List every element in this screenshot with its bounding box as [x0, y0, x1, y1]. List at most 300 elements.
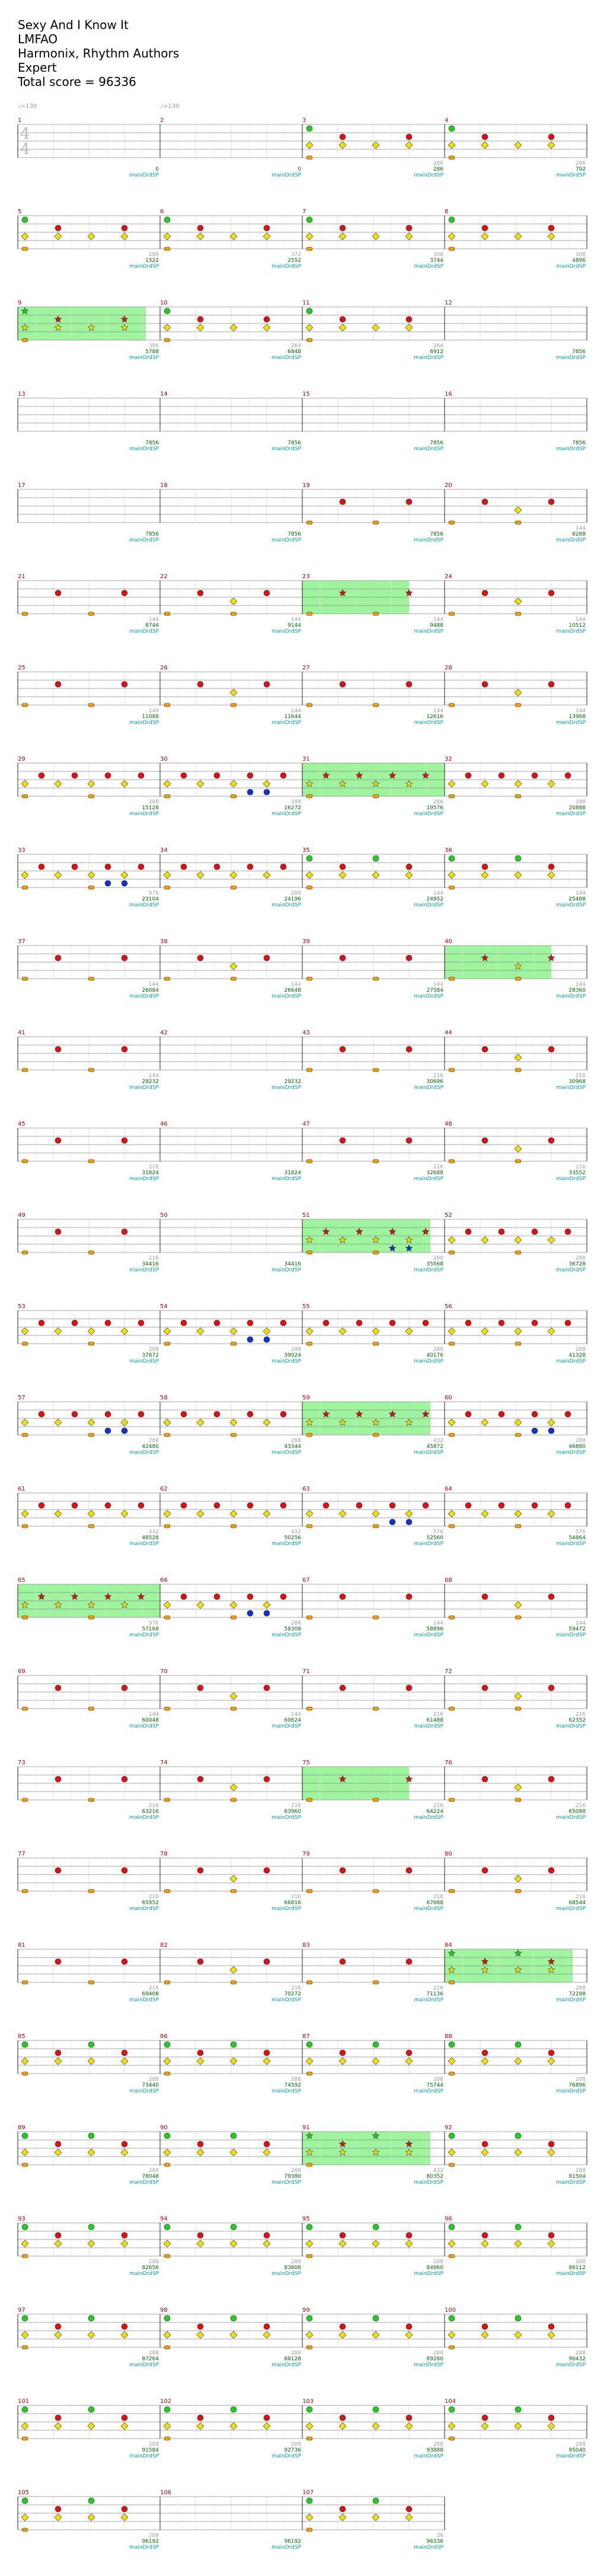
cymbal-note	[481, 1328, 488, 1335]
measure-number: 11	[302, 300, 310, 306]
cymbal-note	[263, 2331, 270, 2338]
drum-note	[22, 217, 28, 223]
drum-note	[515, 2407, 521, 2412]
drum-note	[72, 1411, 78, 1417]
kick-note	[449, 2072, 455, 2075]
measure-score: 37872	[142, 1353, 159, 1359]
cymbal-note	[164, 2423, 171, 2430]
drum-note	[499, 1320, 504, 1326]
drum-note	[499, 773, 504, 778]
cymbal-note	[481, 142, 488, 149]
kick-note	[22, 1981, 28, 1984]
cymbal-note	[121, 872, 128, 879]
drum-note	[373, 2498, 379, 2504]
measure-multiplier: 288	[575, 2259, 586, 2265]
cymbal-note	[405, 1328, 413, 1335]
cymbal-note	[306, 2331, 313, 2338]
drum-note	[482, 134, 488, 140]
cymbal-note	[197, 2149, 204, 2156]
cymbal-note	[164, 2149, 171, 2156]
drum-note	[515, 2133, 521, 2139]
phrase-label: mainDrdSP	[556, 811, 586, 817]
phrase-label: mainDrdSP	[556, 446, 586, 452]
measure-multiplier: 216	[575, 1712, 586, 1718]
phrase-label: mainDrdSP	[414, 1906, 443, 1912]
measure-number: 90	[160, 2125, 168, 2131]
measure-multiplier: 432	[290, 1529, 301, 1535]
drum-note	[181, 864, 187, 870]
drum-note	[482, 2415, 488, 2421]
measure-multiplier: 216	[148, 1803, 159, 1809]
cymbal-note	[55, 1419, 62, 1426]
measure-number: 105	[18, 2490, 30, 2496]
measure-score: 46880	[568, 1444, 586, 1450]
measure-score: 42480	[142, 1444, 159, 1450]
measure-number: 18	[160, 482, 168, 489]
kick-note	[306, 2437, 312, 2440]
drum-note	[197, 316, 203, 322]
phrase-label: mainDrdSP	[129, 2180, 159, 2186]
drum-note	[122, 1776, 127, 1782]
drum-note	[373, 2407, 379, 2412]
drum-note	[88, 2042, 94, 2048]
measure-score: 66816	[284, 1900, 301, 1906]
drum-note	[264, 955, 270, 961]
measure-multiplier: 288	[433, 1255, 443, 1261]
cymbal-note	[263, 872, 270, 879]
phrase-label: mainDrdSP	[271, 1359, 301, 1364]
measure-score: 81504	[568, 2174, 586, 2180]
measure-score: 7856	[430, 531, 443, 537]
drum-note	[164, 2315, 170, 2321]
drum-note	[465, 1411, 471, 1417]
drum-note	[55, 2324, 61, 2330]
cymbal-note	[306, 1510, 313, 1517]
measure-multiplier: 216	[290, 1803, 301, 1809]
drum-note	[306, 126, 312, 132]
drum-note	[181, 773, 187, 778]
drum-note	[449, 126, 455, 132]
drum-note	[340, 2415, 346, 2421]
cymbal-note	[306, 324, 313, 331]
drum-note	[72, 1502, 78, 1508]
cymbal-note	[55, 2423, 62, 2430]
measure-multiplier: 144	[148, 708, 159, 714]
measure-score: 12616	[426, 714, 443, 720]
drum-note	[55, 2050, 61, 2056]
measure-number: 8	[445, 209, 449, 215]
drum-note	[197, 2141, 203, 2147]
measure-multiplier: 576	[148, 1620, 159, 1626]
measure-score: 65952	[142, 1900, 159, 1906]
measure-score: 11644	[284, 714, 301, 720]
kick-note	[515, 1798, 521, 1802]
measure-multiplier: 144	[148, 982, 159, 988]
measure-score: 26648	[284, 988, 301, 994]
drum-note	[247, 1502, 253, 1508]
kick-note	[306, 1068, 312, 1072]
measure-number: 74	[160, 1760, 168, 1766]
drum-note	[340, 1138, 346, 1143]
measure-multiplier: 432	[433, 1438, 443, 1444]
drum-note	[548, 499, 554, 505]
drum-note	[264, 789, 270, 795]
phrase-label: mainDrdSP	[556, 2362, 586, 2368]
cymbal-note	[121, 1328, 128, 1335]
cymbal-note	[548, 2423, 555, 2430]
measure-score: 4896	[572, 258, 586, 264]
drum-note	[197, 1867, 203, 1873]
measure-score: 19576	[426, 805, 443, 811]
measure-score: 84960	[426, 2265, 443, 2271]
measure-multiplier: 144	[148, 1073, 159, 1079]
phrase-label: mainDrdSP	[414, 2453, 443, 2459]
drum-note	[122, 1138, 127, 1143]
cymbal-note	[55, 780, 62, 787]
measure-multiplier: 288	[290, 799, 301, 805]
drum-note	[88, 2498, 94, 2504]
phrase-label: mainDrdSP	[414, 629, 443, 635]
cymbal-note	[121, 233, 128, 240]
drum-note	[55, 681, 61, 687]
measure-multiplier: 288	[290, 2442, 301, 2447]
measure-score: 39024	[284, 1353, 301, 1359]
measure-number: 57	[18, 1395, 25, 1401]
drum-note	[499, 1411, 504, 1417]
phrase-label: mainDrdSP	[556, 1632, 586, 1638]
drum-note	[55, 2506, 61, 2512]
cymbal-note	[164, 1328, 171, 1335]
kick-note	[88, 1981, 94, 1984]
kick-note	[22, 794, 28, 798]
measure-number: 27	[302, 665, 310, 671]
measure-multiplier: 576	[575, 1529, 586, 1535]
drum-note	[340, 1959, 346, 1965]
drum-note	[548, 2050, 554, 2056]
kick-note	[373, 612, 379, 616]
phrase-label: mainDrdSP	[414, 172, 443, 178]
drum-note	[548, 2415, 554, 2421]
phrase-label: mainDrdSP	[129, 1450, 159, 1456]
drum-note	[55, 1959, 61, 1965]
measure-multiplier: 288	[148, 2442, 159, 2447]
drum-note	[55, 2232, 61, 2238]
measure-score: 73440	[142, 2082, 159, 2088]
cymbal-note	[164, 780, 171, 787]
phrase-label: mainDrdSP	[414, 1541, 443, 1547]
cymbal-note	[548, 2240, 555, 2247]
measure-score: 2552	[287, 258, 301, 264]
cymbal-note	[55, 2058, 62, 2065]
drum-note	[55, 590, 61, 596]
measure-multiplier: 288	[290, 890, 301, 896]
song-charter: Harmonix, Rhythm Authors	[18, 46, 180, 60]
measure-number: 49	[18, 1212, 25, 1219]
measure-number: 6	[160, 209, 164, 215]
drum-note	[105, 1428, 111, 1434]
measure-score: 50256	[284, 1535, 301, 1541]
cymbal-note	[481, 872, 488, 879]
phrase-label: mainDrdSP	[556, 537, 586, 543]
drum-note	[39, 1320, 44, 1326]
drum-note	[138, 1320, 144, 1326]
measure-score: 82656	[142, 2265, 159, 2271]
measure-score: 9488	[430, 623, 443, 629]
drum-note	[181, 1594, 187, 1600]
drum-note	[482, 681, 488, 687]
measure-number: 64	[445, 1486, 452, 1492]
measure-multiplier: 288	[148, 1347, 159, 1353]
measure-score: 57168	[142, 1626, 159, 1632]
measure-score: 43344	[284, 1444, 301, 1450]
drum-note	[264, 225, 270, 231]
drum-note	[389, 1320, 395, 1326]
measure-multiplier: 288	[575, 2350, 586, 2356]
drum-note	[39, 773, 44, 778]
drum-note	[548, 1776, 554, 1782]
measure-score: 7856	[287, 440, 301, 446]
measure-multiplier: 144	[433, 617, 443, 623]
drum-note	[122, 1867, 127, 1873]
measure-number: 69	[18, 1668, 25, 1675]
drum-note	[340, 681, 346, 687]
drum-note	[122, 225, 127, 231]
measure-number: 15	[302, 391, 310, 398]
drum-note	[122, 1046, 127, 1052]
drum-note	[122, 2506, 127, 2512]
measure-score: 64224	[426, 1809, 443, 1815]
cymbal-note	[448, 2240, 455, 2247]
drum-note	[122, 2232, 127, 2238]
phrase-label: mainDrdSP	[556, 172, 586, 178]
cymbal-note	[197, 872, 204, 879]
measure-multiplier: 216	[290, 1985, 301, 1991]
measure-number: 102	[160, 2398, 172, 2405]
measure-number: 59	[302, 1395, 310, 1401]
drum-note	[482, 1867, 488, 1873]
measure-score: 86112	[568, 2265, 586, 2271]
drum-note	[280, 1320, 286, 1326]
measure-score: 60624	[284, 1718, 301, 1723]
cymbal-note	[164, 1510, 171, 1517]
phrase-label: mainDrdSP	[414, 2362, 443, 2368]
cymbal-note	[405, 2514, 413, 2521]
drum-note	[164, 217, 170, 223]
measure-number: 72	[445, 1668, 452, 1675]
measure-number: 94	[160, 2216, 168, 2222]
phrase-label: mainDrdSP	[414, 355, 443, 361]
measure-score: 45872	[426, 1444, 443, 1450]
measure-multiplier: 288	[148, 1438, 159, 1444]
kick-note	[515, 521, 521, 524]
measure-score: 7856	[287, 531, 301, 537]
measure-multiplier: 576	[433, 1529, 443, 1535]
drum-note	[122, 1959, 127, 1965]
measure-score: 65088	[568, 1809, 586, 1815]
phrase-label: mainDrdSP	[556, 264, 586, 270]
drum-note	[122, 880, 127, 886]
measure-multiplier: 288	[575, 1985, 586, 1991]
measure-score: 29232	[142, 1079, 159, 1085]
measure-multiplier: 216	[575, 1164, 586, 1170]
phrase-label: mainDrdSP	[414, 1450, 443, 1456]
kick-note	[164, 1798, 170, 1802]
kick-note	[22, 886, 28, 889]
drum-note	[264, 590, 270, 596]
cymbal-note	[448, 1328, 455, 1335]
cymbal-note	[263, 2149, 270, 2156]
measure-score: 52560	[426, 1535, 443, 1541]
measure-number: 96	[445, 2216, 452, 2222]
drum-note	[306, 2407, 312, 2412]
measure-number: 29	[18, 756, 25, 762]
drum-note	[214, 1594, 220, 1600]
measure-number: 73	[18, 1760, 25, 1766]
cymbal-note	[21, 1510, 28, 1517]
measure-score: 79380	[284, 2174, 301, 2180]
drum-note	[72, 864, 78, 870]
drum-note	[22, 2315, 28, 2321]
drum-note	[406, 134, 412, 140]
measure-score: 15128	[142, 805, 159, 811]
kick-note	[449, 703, 455, 707]
kick-note	[449, 612, 455, 616]
kick-note	[373, 703, 379, 707]
cymbal-note	[405, 2331, 413, 2338]
measure-multiplier: 264	[433, 343, 443, 349]
measure-score: 41328	[568, 1353, 586, 1359]
measure-number: 100	[445, 2307, 456, 2314]
drum-note	[197, 590, 203, 596]
phrase-label: mainDrdSP	[556, 629, 586, 635]
kick-note	[22, 703, 28, 707]
kick-note	[164, 703, 170, 707]
kick-note	[515, 1159, 521, 1163]
drum-note	[356, 1502, 362, 1508]
drum-note	[22, 2498, 28, 2504]
drum-note	[340, 864, 346, 870]
drum-note	[548, 2141, 554, 2147]
measure-multiplier: 288	[290, 1438, 301, 1444]
kick-note	[306, 2254, 312, 2258]
cymbal-note	[548, 1419, 555, 1426]
drum-note	[482, 864, 488, 870]
measure-number: 25	[18, 665, 25, 671]
measure-multiplier: 144	[575, 1620, 586, 1626]
cymbal-note	[548, 1510, 555, 1517]
measure-multiplier: 288	[148, 2259, 159, 2265]
cymbal-note	[481, 2240, 488, 2247]
cymbal-note	[197, 1510, 204, 1517]
measure-score: 83808	[284, 2265, 301, 2271]
measure-multiplier: 308	[575, 252, 586, 258]
kick-note	[515, 612, 521, 616]
measure-number: 45	[18, 1121, 25, 1127]
measure-score: 7856	[145, 440, 159, 446]
measure-number: 84	[445, 1942, 452, 1949]
phrase-label: mainDrdSP	[129, 1906, 159, 1912]
drum-note	[340, 1867, 346, 1873]
drum-note	[482, 1776, 488, 1782]
measure-score: 58896	[426, 1626, 443, 1632]
phrase-label: mainDrdSP	[414, 1267, 443, 1273]
phrase-label: mainDrdSP	[271, 172, 301, 178]
drum-note	[138, 773, 144, 778]
drum-note	[406, 2415, 412, 2421]
kick-note	[306, 247, 312, 251]
phrase-label: mainDrdSP	[271, 1541, 301, 1547]
kick-note	[88, 886, 94, 889]
cymbal-note	[263, 1601, 270, 1609]
drum-note	[482, 1594, 488, 1600]
drum-note	[214, 1411, 220, 1417]
drum-note	[247, 864, 253, 870]
kick-note	[306, 1342, 312, 1345]
kick-note	[515, 1889, 521, 1893]
phrase-label: mainDrdSP	[129, 1541, 159, 1547]
measure-number: 88	[445, 2033, 452, 2040]
measure-number: 93	[18, 2216, 25, 2222]
measure-number: 65	[18, 1577, 25, 1584]
drum-note	[105, 773, 111, 778]
measure-number: 104	[445, 2398, 456, 2405]
drum-note	[406, 2324, 412, 2330]
measure-score: 10512	[568, 623, 586, 629]
measure-number: 7	[302, 209, 306, 215]
drum-note	[22, 2133, 28, 2139]
cymbal-note	[481, 1419, 488, 1426]
measure-multiplier: 396	[148, 343, 159, 349]
phrase-label: mainDrdSP	[271, 355, 301, 361]
measure-number: 24	[445, 573, 452, 580]
drum-note	[565, 773, 571, 778]
cymbal-note	[481, 233, 488, 240]
kick-note	[306, 1981, 312, 1984]
cymbal-note	[548, 1328, 555, 1335]
kick-note	[164, 1342, 170, 1345]
measure-multiplier: 288	[433, 799, 443, 805]
cymbal-note	[263, 2240, 270, 2247]
measure-score: 68544	[568, 1900, 586, 1906]
kick-note	[306, 612, 312, 616]
kick-note	[22, 2072, 28, 2075]
measure-number: 39	[302, 938, 310, 945]
drum-note	[482, 2324, 488, 2330]
drum-note	[340, 2324, 346, 2330]
kick-note	[306, 1524, 312, 1528]
measure-number: 82	[160, 1942, 168, 1949]
measure-number: 44	[445, 1030, 452, 1036]
cymbal-note	[339, 1510, 346, 1517]
measure-score: 34416	[142, 1261, 159, 1267]
measure-multiplier: 144	[290, 982, 301, 988]
cymbal-note	[339, 233, 346, 240]
drum-note	[340, 134, 346, 140]
kick-note	[88, 612, 94, 616]
cymbal-note	[339, 324, 346, 331]
measure-number: 77	[18, 1851, 25, 1857]
drum-note	[122, 681, 127, 687]
measure-score: 7856	[572, 349, 586, 355]
kick-note	[164, 1981, 170, 1984]
measure-score: 8288	[572, 531, 586, 537]
phrase-label: mainDrdSP	[129, 1723, 159, 1729]
cymbal-note	[263, 1419, 270, 1426]
kick-note	[22, 338, 28, 342]
phrase-label: mainDrdSP	[129, 1176, 159, 1182]
measure-score: 6912	[430, 349, 443, 355]
cymbal-note	[481, 2423, 488, 2430]
